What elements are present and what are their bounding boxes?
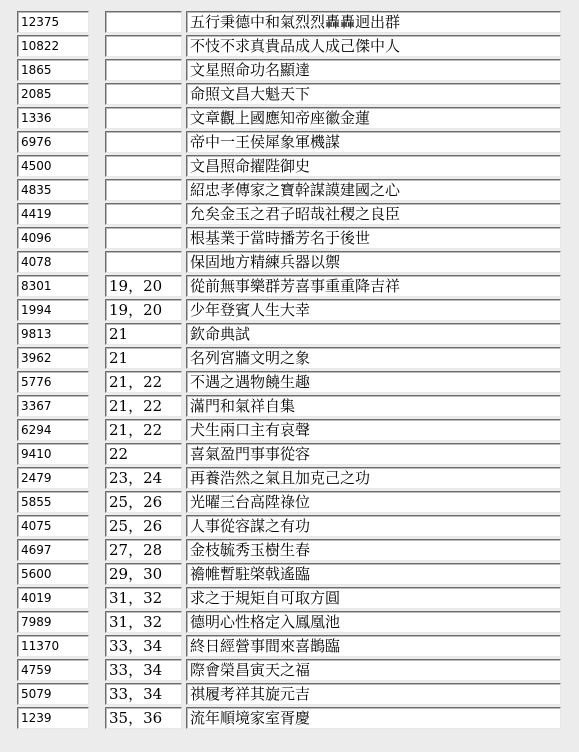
number-field[interactable] — [105, 83, 182, 105]
text-field[interactable]: 際會榮昌寅天之福 — [186, 659, 561, 681]
code-field[interactable]: 10822 — [17, 35, 89, 57]
code-field[interactable]: 4697 — [17, 539, 89, 561]
number-field[interactable]: 19，20 — [105, 275, 182, 297]
number-field[interactable]: 25，26 — [105, 515, 182, 537]
number-field[interactable]: 22 — [105, 443, 182, 465]
table-row — [0, 419, 579, 441]
code-field[interactable]: 5855 — [17, 491, 89, 513]
text-field[interactable]: 五行秉德中和氣烈烈轟轟迥出群 — [186, 11, 561, 33]
code-field[interactable]: 4419 — [17, 203, 89, 225]
table-row — [0, 179, 579, 201]
text-field[interactable]: 文章觀上國應知帝座徽金蓮 — [186, 107, 561, 129]
text-field[interactable]: 滿門和氣祥自集 — [186, 395, 561, 417]
code-field[interactable]: 2479 — [17, 467, 89, 489]
number-field[interactable] — [105, 155, 182, 177]
table-row — [0, 563, 579, 585]
number-field[interactable]: 31，32 — [105, 611, 182, 633]
text-field[interactable]: 文星照命功名顯達 — [186, 59, 561, 81]
text-field[interactable]: 保固地方精練兵器以禦 — [186, 251, 561, 273]
table-row — [0, 635, 579, 657]
table-row — [0, 59, 579, 81]
number-field[interactable]: 33，34 — [105, 683, 182, 705]
number-field[interactable] — [105, 35, 182, 57]
code-field[interactable]: 4019 — [17, 587, 89, 609]
text-field[interactable]: 不忮不求真貴品成人成己傑中人 — [186, 35, 561, 57]
table-row — [0, 491, 579, 513]
number-field[interactable]: 21，22 — [105, 395, 182, 417]
code-field[interactable]: 11370 — [17, 635, 89, 657]
table-row — [0, 275, 579, 297]
code-field[interactable]: 9410 — [17, 443, 89, 465]
table-row — [0, 107, 579, 129]
code-field[interactable]: 7989 — [17, 611, 89, 633]
table-row — [0, 371, 579, 393]
code-field[interactable]: 6976 — [17, 131, 89, 153]
table-row — [0, 587, 579, 609]
code-field[interactable]: 5600 — [17, 563, 89, 585]
code-field[interactable]: 4078 — [17, 251, 89, 273]
code-field[interactable]: 3367 — [17, 395, 89, 417]
code-field[interactable]: 12375 — [17, 11, 89, 33]
text-field[interactable]: 人事從容謀之有功 — [186, 515, 561, 537]
code-field[interactable]: 4500 — [17, 155, 89, 177]
number-field[interactable]: 21，22 — [105, 419, 182, 441]
text-field[interactable]: 德明心性格定入鳳凰池 — [186, 611, 561, 633]
code-field[interactable]: 3962 — [17, 347, 89, 369]
number-field[interactable]: 19，20 — [105, 299, 182, 321]
table-row — [0, 155, 579, 177]
text-field[interactable]: 光曜三台高陞祿位 — [186, 491, 561, 513]
number-field[interactable]: 23，24 — [105, 467, 182, 489]
code-field[interactable]: 9813 — [17, 323, 89, 345]
table-row — [0, 539, 579, 561]
table-row — [0, 227, 579, 249]
table-row — [0, 35, 579, 57]
number-field[interactable] — [105, 11, 182, 33]
number-field[interactable]: 21 — [105, 347, 182, 369]
number-field[interactable] — [105, 179, 182, 201]
table-row — [0, 395, 579, 417]
text-field[interactable]: 帝中一王侯犀象軍機謀 — [186, 131, 561, 153]
code-field[interactable]: 4759 — [17, 659, 89, 681]
code-field[interactable]: 1336 — [17, 107, 89, 129]
text-field[interactable]: 再養浩然之氣且加克己之功 — [186, 467, 561, 489]
code-field[interactable]: 5776 — [17, 371, 89, 393]
text-field[interactable]: 紹忠孝傳家之寶幹謀謨建國之心 — [186, 179, 561, 201]
number-field[interactable]: 35，36 — [105, 707, 182, 729]
text-field[interactable]: 少年登賓人生大幸 — [186, 299, 561, 321]
table-row — [0, 707, 579, 729]
number-field[interactable] — [105, 131, 182, 153]
number-field[interactable]: 27，28 — [105, 539, 182, 561]
number-field[interactable] — [105, 107, 182, 129]
text-field[interactable]: 終日經營事間來喜鵲臨 — [186, 635, 561, 657]
table-row — [0, 347, 579, 369]
number-field[interactable]: 29，30 — [105, 563, 182, 585]
text-field[interactable]: 流年順境家室胥慶 — [186, 707, 561, 729]
text-field[interactable]: 名列宮牆文明之象 — [186, 347, 561, 369]
number-field[interactable]: 21 — [105, 323, 182, 345]
text-field[interactable]: 求之于規矩自可取方圓 — [186, 587, 561, 609]
code-field[interactable]: 5079 — [17, 683, 89, 705]
text-field[interactable]: 喜氣盈門事事從容 — [186, 443, 561, 465]
code-field[interactable]: 4096 — [17, 227, 89, 249]
code-field[interactable]: 8301 — [17, 275, 89, 297]
table-row — [0, 611, 579, 633]
text-field[interactable]: 命照文昌大魁天下 — [186, 83, 561, 105]
text-field[interactable]: 根基業于當時播芳名于後世 — [186, 227, 561, 249]
text-field[interactable]: 金枝毓秀玉樹生春 — [186, 539, 561, 561]
code-field[interactable]: 4075 — [17, 515, 89, 537]
number-field[interactable]: 33，34 — [105, 635, 182, 657]
text-field[interactable]: 允矣金玉之君子昭哉社稷之良臣 — [186, 203, 561, 225]
number-field[interactable] — [105, 203, 182, 225]
table-row — [0, 11, 579, 33]
table-row — [0, 323, 579, 345]
table-row — [0, 251, 579, 273]
code-field[interactable]: 1239 — [17, 707, 89, 729]
code-field[interactable]: 2085 — [17, 83, 89, 105]
table-row — [0, 683, 579, 705]
table-row — [0, 131, 579, 153]
number-field[interactable] — [105, 59, 182, 81]
number-field[interactable] — [105, 251, 182, 273]
table-row — [0, 443, 579, 465]
text-field[interactable]: 文昌照命擢陛御史 — [186, 155, 561, 177]
table-row — [0, 83, 579, 105]
text-field[interactable]: 從前無事樂群芳喜事重重降吉祥 — [186, 275, 561, 297]
code-field[interactable]: 4835 — [17, 179, 89, 201]
text-field[interactable]: 欽命典試 — [186, 323, 561, 345]
code-field[interactable]: 1865 — [17, 59, 89, 81]
code-field[interactable]: 6294 — [17, 419, 89, 441]
number-field[interactable]: 21，22 — [105, 371, 182, 393]
number-field[interactable]: 25，26 — [105, 491, 182, 513]
text-field[interactable]: 不遇之遇物饒生趣 — [186, 371, 561, 393]
table-row — [0, 203, 579, 225]
number-field[interactable] — [105, 227, 182, 249]
table-row — [0, 515, 579, 537]
text-field[interactable]: 襜帷暫駐棨戟遙臨 — [186, 563, 561, 585]
table-row — [0, 659, 579, 681]
number-field[interactable]: 31，32 — [105, 587, 182, 609]
table-row — [0, 467, 579, 489]
text-field[interactable]: 祺履考祥其旋元吉 — [186, 683, 561, 705]
code-field[interactable]: 1994 — [17, 299, 89, 321]
number-field[interactable]: 33，34 — [105, 659, 182, 681]
table-row — [0, 299, 579, 321]
text-field[interactable]: 犬生兩口主有哀聲 — [186, 419, 561, 441]
